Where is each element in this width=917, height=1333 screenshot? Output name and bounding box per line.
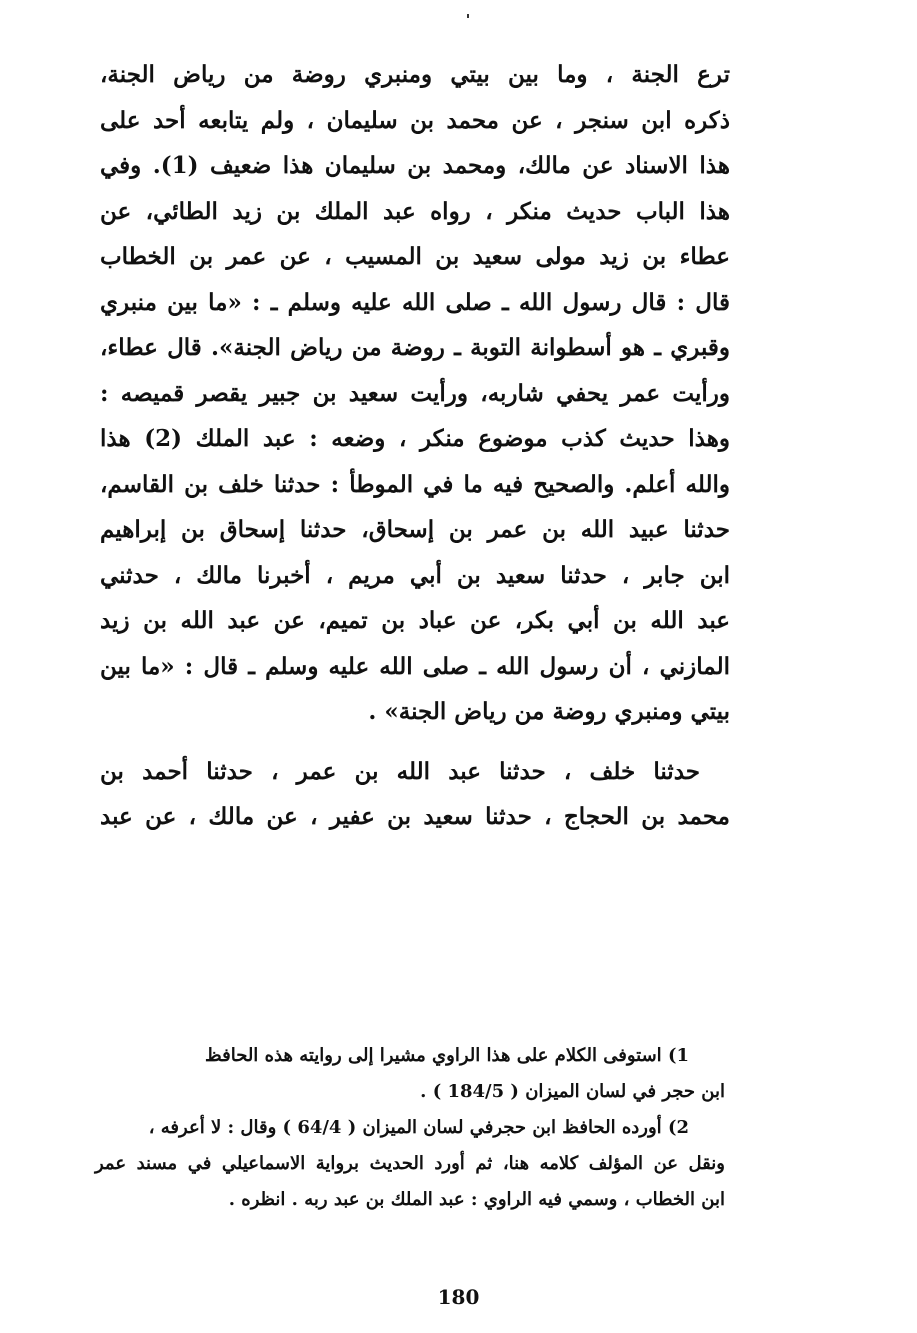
footnote-line: 2) أورده الحافظ ابن حجرفي لسان الميزان ( 64/4 ) وقال : لا أعرفه ،: [148, 1117, 689, 1138]
text-line: وهذا حديث كذب موضوع منكر ، وضعه : عبد الملك (2) هذا: [100, 425, 730, 452]
text-line: حدثنا خلف ، حدثنا عبد الله بن عمر ، حدثنا أحمد بن: [100, 757, 700, 785]
footnote-line: 1) استوفى الكلام على هذا الراوي مشيرا إلى روايته هذه الحافظ: [205, 1045, 689, 1066]
text-line: ابن جابر ، حدثنا سعيد بن أبي مريم ، أخبرنا مالك ، حدثني: [100, 561, 730, 589]
text-line: والله أعلم. والصحيح فيه ما في الموطأ : حدثنا خلف بن القاسم،: [100, 470, 730, 498]
text-line: حدثنا عبيد الله بن عمر بن إسحاق، حدثنا إسحاق بن إبراهيم: [100, 516, 730, 543]
text-line: ذكره ابن سنجر ، عن محمد بن سليمان ، ولم يتابعه أحد على: [100, 106, 730, 134]
text-line: هذا الاسناد عن مالك، ومحمد بن سليمان هذا ضعيف (1). وفي: [100, 152, 730, 179]
text-line: بيتي ومنبري روضة من رياض الجنة» .: [368, 698, 730, 725]
main-text: [100, 52, 730, 840]
text-line: عبد الله بن أبي بكر، عن عباد بن تميم، عن عبد الله بن زيد: [100, 607, 730, 634]
text-line: محمد بن الحجاج ، حدثنا سعيد بن عفير ، عن مالك ، عن عبد: [100, 803, 730, 830]
footnote-line: ونقل عن المؤلف كلامه هنا، ثم أورد الحديث برواية الاسماعيلي في مسند عمر: [95, 1153, 725, 1174]
page-number: 180: [437, 1285, 480, 1309]
scan-speck: [467, 14, 469, 18]
text-line: ترع الجنة ، وما بين بيتي ومنبري روضة من رياض الجنة،: [100, 61, 730, 88]
text-line: عطاء بن زيد مولى سعيد بن المسيب ، عن عمر بن الخطاب: [100, 243, 730, 270]
text-line: المازني ، أن رسول الله ـ صلى الله عليه وسلم ـ قال : «ما بين: [100, 652, 730, 680]
text-line: وقبري ـ هو أسطوانة التوبة ـ روضة من رياض الجنة». قال عطاء،: [100, 334, 730, 361]
paragraph-gap: [100, 735, 730, 749]
footnote-line: ابن الخطاب ، وسمي فيه الراوي : عبد الملك بن عبد ربه . انظره .: [228, 1189, 725, 1210]
text-line: ورأيت عمر يحفي شاربه، ورأيت سعيد بن جبير يقصر قميصه :: [100, 379, 730, 407]
text-line: هذا الباب حديث منكر ، رواه عبد الملك بن زيد الطائي، عن: [100, 197, 730, 225]
text-line: قال : قال رسول الله ـ صلى الله عليه وسلم ـ : «ما بين منبري: [100, 288, 730, 316]
footnotes: [95, 1038, 725, 1218]
footnote-line: ابن حجر في لسان الميزان ( 184/5 ) .: [420, 1081, 725, 1102]
